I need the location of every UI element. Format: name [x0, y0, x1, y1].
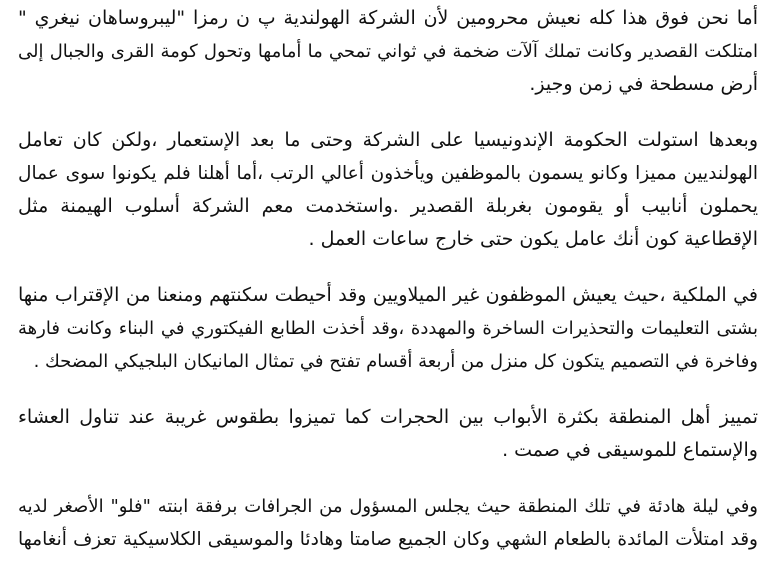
document-body	[18, 2, 758, 579]
text-line: وقد امتلأت المائدة بالطعام الشهي وكان الجميع صامتا وهادئا والموسيقى الكلاسيكية تعزف أنغامها	[18, 529, 758, 550]
text-line: بشتى التعليمات والتحذيرات الساخرة والمهددة ،وقد أخذت الطابع الفيكتوري في البناء وكانت فارهة	[18, 318, 758, 339]
paragraph-3	[18, 279, 758, 378]
text-line: الهولنديين مميزا وكانو يسمون بالموظفين ويأخذون أعالي الرتب ،أما أهلنا فلم يكونوا سوى عمال	[18, 163, 758, 184]
paragraph-4	[18, 401, 758, 467]
text-line: تمييز أهل المنطقة بكثرة الأبواب بين الحجرات كما تميزوا بطقوس غريبة عند تناول العشاء	[18, 406, 758, 428]
paragraph-5	[18, 490, 758, 556]
paragraph-1	[18, 2, 758, 101]
paragraph-2	[18, 124, 758, 256]
text-line: وفي ليلة هادئة في تلك المنطقة حيث يجلس المسؤول من الجرافات برفقة ابنته "فلو" الأصغر لديه	[18, 496, 758, 517]
text-line: الإقطاعية كون أنك عامل يكون حتى خارج ساعات العمل .	[308, 228, 758, 250]
text-line: أما نحن فوق هذا كله نعيش محرومين لأن الشركة الهولندية پ ن رمزا "ليبروساهان نيغري "	[18, 7, 758, 29]
text-line: يحملون أنابيب أو يقومون بغربلة القصدير .واستخدمت معم الشركة أسلوب الهيمنة مثل	[18, 195, 758, 217]
text-line: امتلكت القصدير وكانت تملك آلآت ضخمة في ثواني تمحي ما أمامها وتحول كومة القرى والجبال إلى	[18, 41, 758, 62]
text-line: وبعدها استولت الحكومة الإندونيسيا على الشركة وحتى ما بعد الإستعمار ،ولكن كان تعامل	[18, 129, 758, 151]
text-line: والإستماع للموسيقى في صمت .	[502, 439, 758, 461]
text-line: في الملكية ،حيث يعيش الموظفون غير الميلاويين وقد أحيطت سكنتهم ومنعنا من الإقتراب منها	[18, 284, 758, 306]
text-line: أرض مسطحة في زمن وجيز.	[529, 73, 758, 95]
text-line: وفاخرة في التصميم يتكون كل منزل من أربعة أقسام تفتح في تمثال المانيكان البلجيكي المضحك .	[33, 351, 758, 372]
